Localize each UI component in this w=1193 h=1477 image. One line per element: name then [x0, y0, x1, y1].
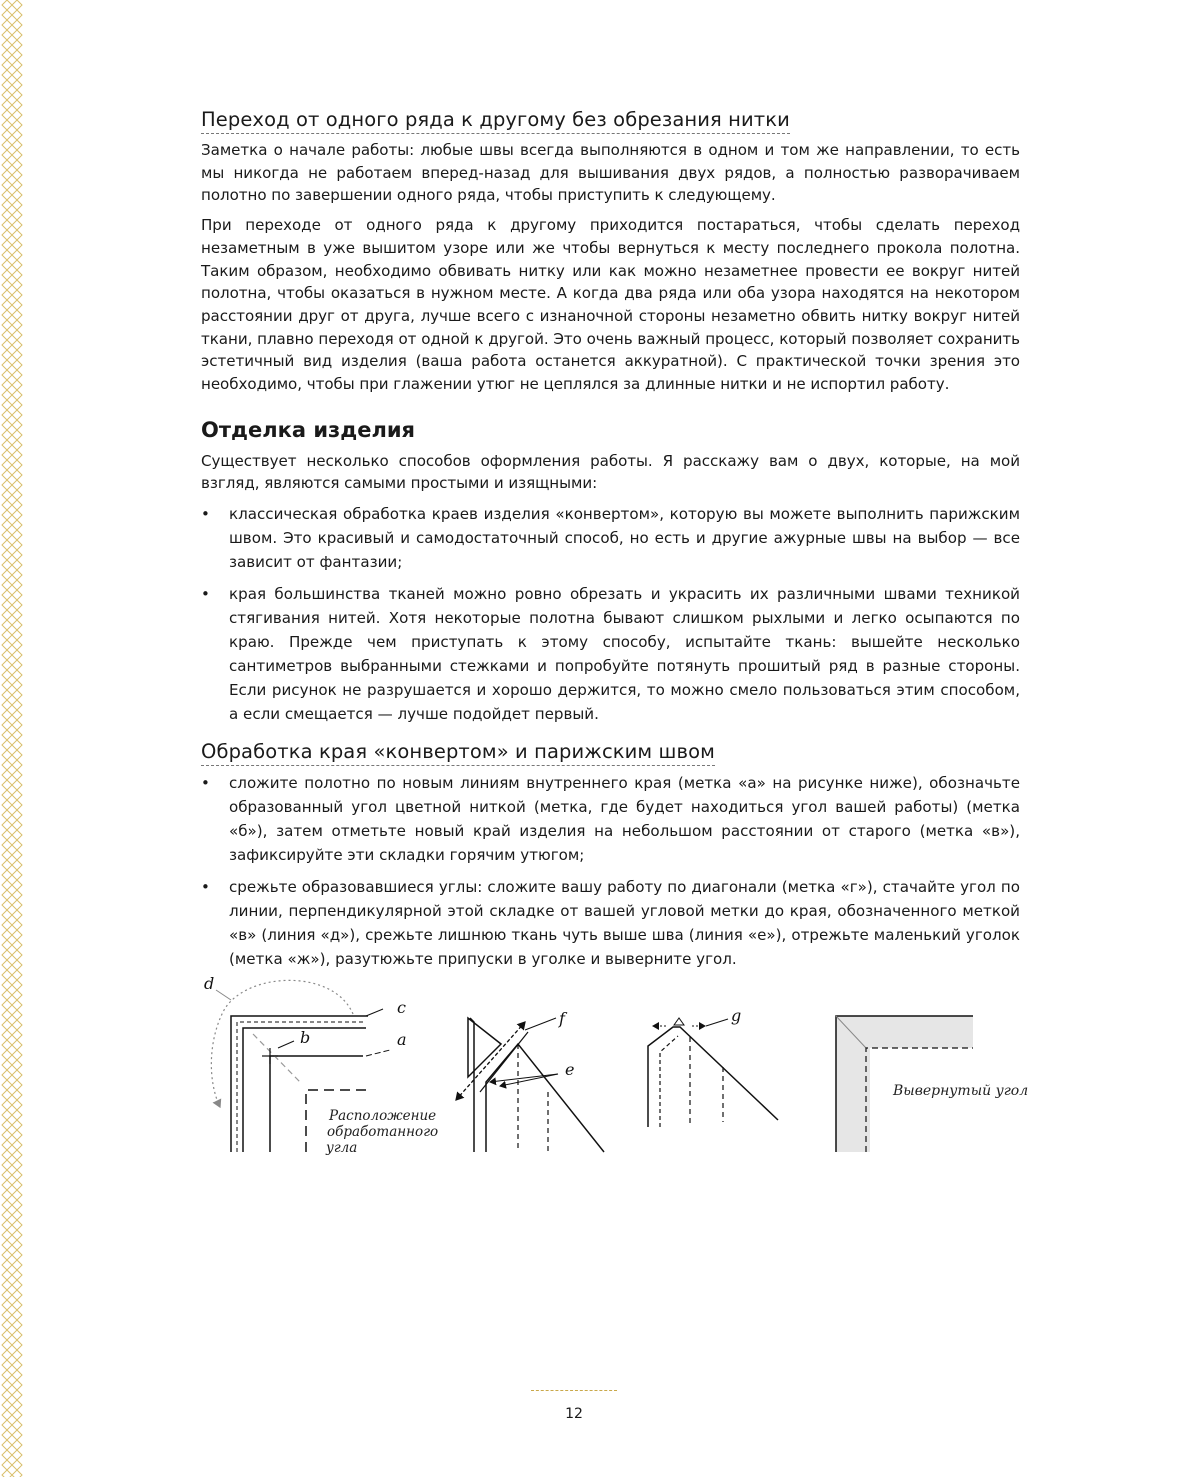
- list-item-text: классическая обработка краев изделия «конвертом», которую вы можете выполнить парижским швом. Это красивый и самодостаточный способ, но есть и другие ажурные швы на выбор — все зависит от фантазии;: [229, 505, 1020, 572]
- section-heading-finishing: Отделка изделия: [201, 417, 416, 442]
- label-e: e: [565, 1060, 575, 1079]
- list-item: [201, 502, 1020, 574]
- section-heading-envelope-edge: Обработка края «конвертом» и парижским швом: [201, 740, 715, 766]
- list-item-text: срежьте образовавшиеся углы: сложите вашу работу по диагонали (метка «г»), стачайте угол по линии, перпендикулярной этой складке от вашей угловой метки до края, обозначенного меткой «в» (линия «д»), срежьте лишнюю ткань чуть выше шва (линия «е»), отрежьте маленький уголок (метка «ж»), разутюжьте припуски в уголке и выверните угол.: [229, 878, 1020, 969]
- decorative-side-border: [0, 0, 24, 1477]
- caption-corner-line2: обработанного: [327, 1124, 439, 1140]
- diagram-diagonal-fold: [456, 1018, 604, 1152]
- corner-diagram-figure: [198, 972, 1028, 1162]
- page-content: [201, 108, 1020, 979]
- label-d: d: [204, 974, 215, 993]
- paragraph-finishing-intro: Существует несколько способов оформления работы. Я расскажу вам о двух, которые, на мой взгляд, являются самыми простыми и изящными:: [201, 451, 1020, 493]
- label-b: b: [300, 1028, 311, 1047]
- label-c: c: [397, 998, 406, 1017]
- section-heading-row-transition: Переход от одного ряда к другому без обрезания нитки: [201, 108, 790, 134]
- corner-diagrams-svg: [198, 972, 1028, 1162]
- caption-corner-line1: Расположение: [329, 1108, 437, 1124]
- label-a: a: [397, 1030, 407, 1049]
- label-g: g: [731, 1006, 742, 1025]
- bullet-icon: •: [201, 878, 210, 897]
- list-item-text: сложите полотно по новым линиям внутреннего края (метка «а» на рисунке ниже), обозначьте образованный угол цветной ниткой (метка, где будет находиться угол вашей работы) (метка «б»), затем отметьте новый край изделия на небольшом расстоянии от старого (метка «в»), зафиксируйте эти складки горячим утюгом;: [229, 774, 1020, 865]
- bullet-icon: •: [201, 774, 210, 793]
- paragraph-start-note: Заметка о начале работы: любые швы всегда выполняются в одном и том же направлении, то есть мы никогда не работаем вперед-назад для вышивания двух рядов, а полностью разворачиваем полотно по завершении одного ряда, чтобы приступить к следующему.: [201, 141, 1020, 205]
- list-item: [201, 875, 1020, 971]
- list-item-text: края большинства тканей можно ровно обрезать и украсить их различными швами техникой стягивания нитей. Хотя некоторые полотна бывают слишком рыхлыми и легко осыпаются по краю. Прежде чем приступать к этому способу, испытайте ткань: вышейте несколько сантиметров выбранными стежками и попробуйте потянуть прошитый ряд в разные стороны. Если рисунок не разрушается и хорошо держится, то можно смело пользоваться этим способом, а если смещается — лучше подойдет первый.: [229, 585, 1020, 724]
- caption-turned-corner: Вывернутый угол: [893, 1083, 1028, 1099]
- list-item: [201, 771, 1020, 867]
- list-item: [201, 582, 1020, 726]
- page-number-divider: [531, 1390, 617, 1391]
- label-f: f: [559, 1009, 565, 1028]
- bullet-icon: •: [201, 585, 210, 604]
- paragraph-row-transition: При переходе от одного ряда к другому приходится постараться, чтобы сделать переход незаметным в уже вышитом узоре или же чтобы вернуться к месту последнего прокола полотна. Таким образом, необходимо обвивать нитку или как можно незаметнее провести ее вокруг нитей полотна, чтобы оказаться в нужном месте. А когда два ряда или оба узора находятся на некотором расстоянии друг от друга, лучше всего с изнаночной стороны незаметно обвить нитку вокруг нитей ткани, плавно переходя от одной к другой. Это очень важный процесс, который позволяет сохранить эстетичный вид изделия (ваша работа останется аккуратной). С практической точки зрения это необходимо, чтобы при глажении утюг не цеплялся за длинные нитки и не испортил работу.: [201, 216, 1020, 394]
- finishing-methods-list: [201, 502, 1020, 726]
- page-number: 12: [565, 1406, 583, 1422]
- diagram-cut-corner: [648, 1018, 778, 1127]
- caption-corner-line3: угла: [326, 1140, 358, 1156]
- envelope-steps-list: [201, 771, 1020, 971]
- bullet-icon: •: [201, 505, 210, 524]
